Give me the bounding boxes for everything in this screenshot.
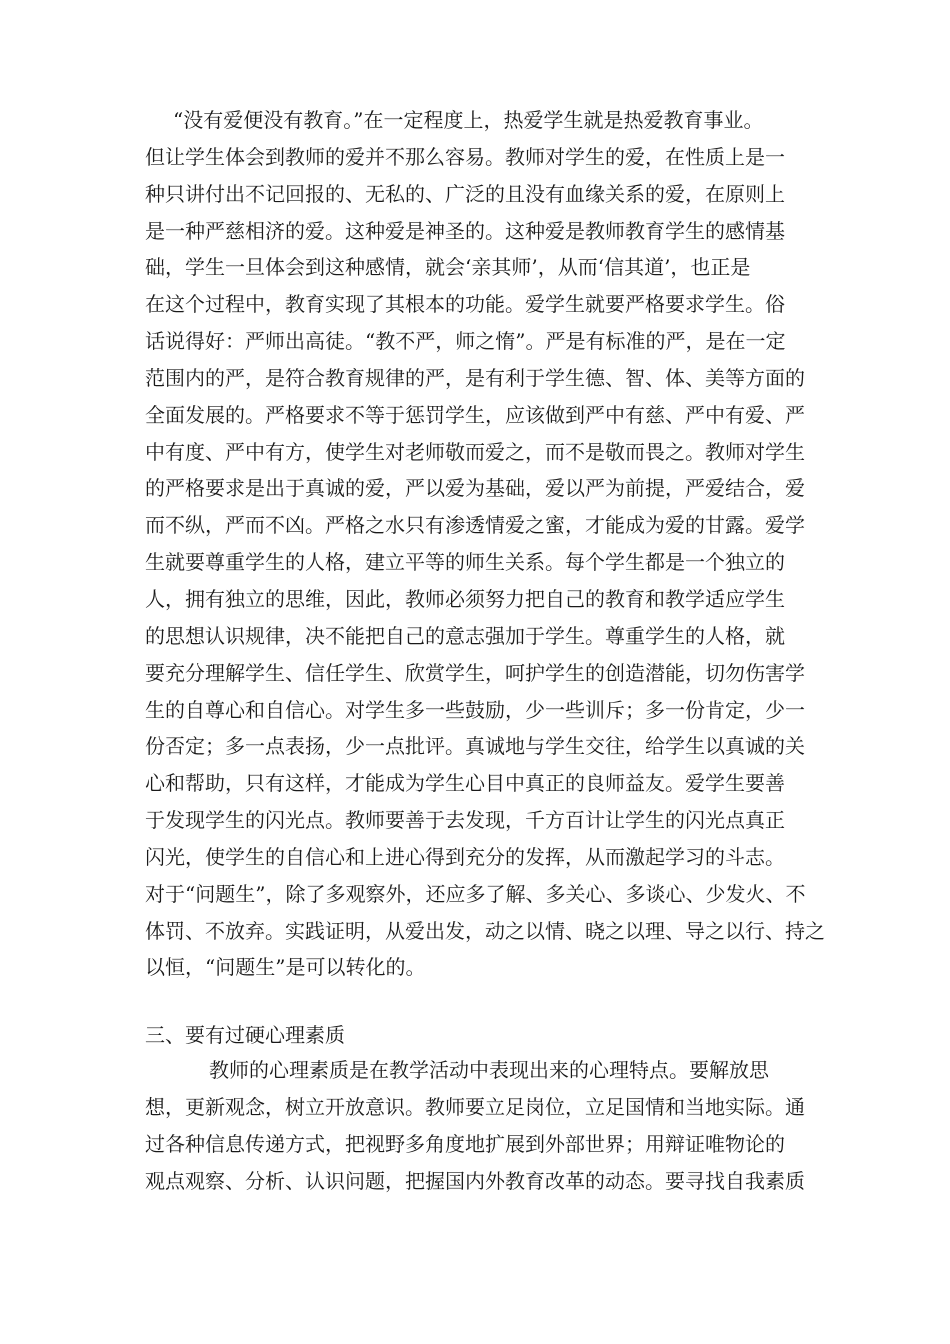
paragraph-love-students xyxy=(145,102,825,986)
text-line: 以恒，“问题生”是可以转化的。 xyxy=(145,955,426,980)
text-line: 的严格要求是出于真诚的爱，严以爱为基础，爱以严为前提，严爱结合，爱 xyxy=(145,476,805,501)
text-line: 对于“问题生”，除了多观察外，还应多了解、多关心、多谈心、少发火、不 xyxy=(145,881,806,906)
text-line: 教师的心理素质是在教学活动中表现出来的心理特点。要解放思 xyxy=(209,1058,769,1082)
text-line: 人，拥有独立的思维，因此，教师必须努力把自己的教育和教学适应学生 xyxy=(145,586,785,611)
text-line: 在这个过程中，教育实现了其根本的功能。爱学生就要严格要求学生。俗 xyxy=(145,292,785,317)
text-line: 话说得好：严师出高徒。“教不严，师之惰”。严是有标准的严，是在一定 xyxy=(145,329,786,354)
section-heading: 三、要有过硬心理素质 xyxy=(145,1023,345,1047)
paragraph-psychological-quality xyxy=(145,1052,825,1200)
text-line: 中有度、严中有方，使学生对老师敬而爱之，而不是敬而畏之。教师对学生 xyxy=(145,439,805,464)
text-line: 观点观察、分析、认识问题，把握国内外教育改革的动态。要寻找自我素质 xyxy=(145,1169,805,1193)
text-line: 份否定；多一点表扬，少一点批评。真诚地与学生交往，给学生以真诚的关 xyxy=(145,734,805,759)
text-line: 但让学生体会到教师的爱并不那么容易。教师对学生的爱，在性质上是一 xyxy=(145,144,785,169)
text-line: 心和帮助，只有这样，才能成为学生心目中真正的良师益友。爱学生要善 xyxy=(145,771,785,796)
text-line: 而不纵，严而不凶。严格之水只有渗透情爱之蜜，才能成为爱的甘露。爱学 xyxy=(145,513,805,538)
text-line: 范围内的严，是符合教育规律的严，是有利于学生德、智、体、美等方面的 xyxy=(145,365,805,390)
text-line: 全面发展的。严格要求不等于惩罚学生，应该做到严中有慈、严中有爱、严 xyxy=(145,402,805,427)
text-line: 是一种严慈相济的爱。这种爱是神圣的。这种爱是教师教育学生的感情基 xyxy=(145,218,785,243)
text-line: 的思想认识规律，决不能把自己的意志强加于学生。尊重学生的人格，就 xyxy=(145,623,785,648)
text-line: 于发现学生的闪光点。教师要善于去发现，千方百计让学生的闪光点真正 xyxy=(145,808,785,833)
text-line: 过各种信息传递方式，把视野多角度地扩展到外部世界；用辩证唯物论的 xyxy=(145,1132,785,1156)
text-line: 闪光，使学生的自信心和上进心得到充分的发挥，从而激起学习的斗志。 xyxy=(145,844,785,869)
text-line: 想，更新观念，树立开放意识。教师要立足岗位，立足国情和当地实际。通 xyxy=(145,1095,805,1119)
text-line: 生就要尊重学生的人格，建立平等的师生关系。每个学生都是一个独立的 xyxy=(145,550,785,575)
text-line: 生的自尊心和自信心。对学生多一些鼓励，少一些训斥；多一份肯定，少一 xyxy=(145,697,805,722)
text-line: 要充分理解学生、信任学生、欣赏学生，呵护学生的创造潜能，切勿伤害学 xyxy=(145,660,805,685)
text-line: “没有爱便没有教育。”在一定程度上，热爱学生就是热爱教育事业。 xyxy=(173,108,764,132)
text-line: 础，学生一旦体会到这种感情，就会‘亲其师’，从而‘信其道’，也正是 xyxy=(145,255,751,280)
text-line: 种只讲付出不记回报的、无私的、广泛的且没有血缘关系的爱，在原则上 xyxy=(145,181,785,206)
text-line: 体罚、不放弃。实践证明，从爱出发，动之以情、晓之以理、导之以行、持之 xyxy=(145,918,825,943)
